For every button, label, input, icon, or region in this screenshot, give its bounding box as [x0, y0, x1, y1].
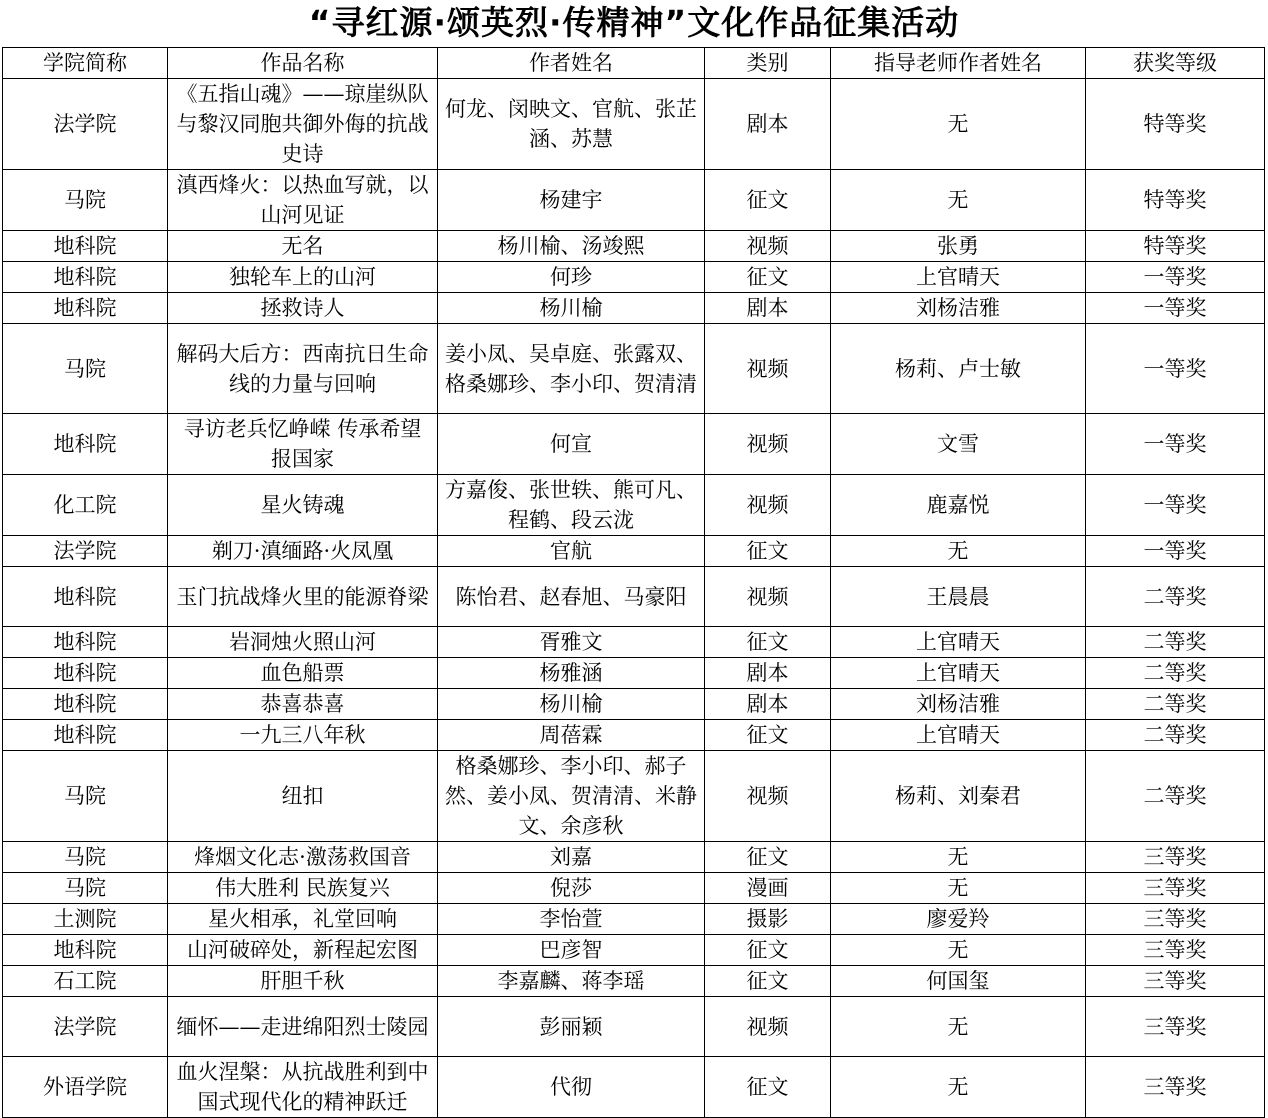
cell-award-level: 一等奖	[1086, 324, 1265, 414]
table-row	[3, 904, 1265, 935]
cell-award-level: 二等奖	[1086, 720, 1265, 751]
cell-college: 法学院	[3, 997, 168, 1057]
cell-advisor: 文雪	[831, 414, 1086, 475]
header-advisor: 指导老师作者姓名	[831, 48, 1086, 79]
cell-work-title: 星火相承，礼堂回响	[168, 904, 438, 935]
table-row	[3, 567, 1265, 627]
table-row	[3, 475, 1265, 536]
cell-work-title: 玉门抗战烽火里的能源脊梁	[168, 567, 438, 627]
cell-college: 外语学院	[3, 1057, 168, 1118]
cell-work-title: 《五指山魂》——琼崖纵队与黎汉同胞共御外侮的抗战史诗	[168, 79, 438, 170]
cell-award-level: 一等奖	[1086, 536, 1265, 567]
cell-category: 剧本	[705, 689, 831, 720]
table-row	[3, 231, 1265, 262]
cell-college: 地科院	[3, 567, 168, 627]
header-row	[3, 48, 1265, 79]
cell-work-title: 岩洞烛火照山河	[168, 627, 438, 658]
cell-work-title: 星火铸魂	[168, 475, 438, 536]
table-row	[3, 997, 1265, 1057]
awards-table	[2, 47, 1265, 1118]
cell-advisor: 杨莉、刘秦君	[831, 751, 1086, 842]
cell-award-level: 特等奖	[1086, 170, 1265, 231]
table-row	[3, 751, 1265, 842]
cell-author-names: 杨雅涵	[438, 658, 705, 689]
cell-award-level: 一等奖	[1086, 262, 1265, 293]
cell-advisor: 杨莉、卢士敏	[831, 324, 1086, 414]
cell-work-title: 寻访老兵忆峥嵘 传承希望报国家	[168, 414, 438, 475]
header-work-title: 作品名称	[168, 48, 438, 79]
cell-work-title: 山河破碎处，新程起宏图	[168, 935, 438, 966]
cell-college: 马院	[3, 170, 168, 231]
cell-category: 剧本	[705, 293, 831, 324]
cell-category: 漫画	[705, 873, 831, 904]
header-category: 类别	[705, 48, 831, 79]
cell-college: 马院	[3, 842, 168, 873]
table-body	[3, 79, 1265, 1118]
cell-category: 征文	[705, 1057, 831, 1118]
table-row	[3, 935, 1265, 966]
cell-award-level: 二等奖	[1086, 627, 1265, 658]
cell-author-names: 何宣	[438, 414, 705, 475]
table-row	[3, 536, 1265, 567]
sheet-title: “寻红源·颂英烈·传精神”文化作品征集活动	[308, 3, 960, 42]
cell-college: 地科院	[3, 262, 168, 293]
cell-category: 视频	[705, 997, 831, 1057]
table-row	[3, 79, 1265, 170]
header-award-level: 获奖等级	[1086, 48, 1265, 79]
cell-work-title: 无名	[168, 231, 438, 262]
cell-author-names: 何珍	[438, 262, 705, 293]
cell-author-names: 刘嘉	[438, 842, 705, 873]
cell-author-names: 格桑娜珍、李小印、郝子然、姜小凤、贺清清、米静文、余彦秋	[438, 751, 705, 842]
cell-category: 征文	[705, 627, 831, 658]
cell-author-names: 方嘉俊、张世轶、熊可凡、程鹤、段云泷	[438, 475, 705, 536]
cell-category: 视频	[705, 231, 831, 262]
cell-author-names: 杨川榆	[438, 689, 705, 720]
table-row	[3, 1057, 1265, 1118]
cell-college: 法学院	[3, 79, 168, 170]
cell-author-names: 胥雅文	[438, 627, 705, 658]
cell-advisor: 张勇	[831, 231, 1086, 262]
cell-award-level: 特等奖	[1086, 79, 1265, 170]
table-row	[3, 170, 1265, 231]
cell-award-level: 二等奖	[1086, 658, 1265, 689]
cell-college: 化工院	[3, 475, 168, 536]
cell-college: 马院	[3, 751, 168, 842]
cell-advisor: 无	[831, 873, 1086, 904]
cell-author-names: 陈怡君、赵春旭、马豪阳	[438, 567, 705, 627]
cell-category: 征文	[705, 935, 831, 966]
cell-college: 地科院	[3, 720, 168, 751]
cell-advisor: 无	[831, 1057, 1086, 1118]
cell-college: 地科院	[3, 293, 168, 324]
cell-award-level: 一等奖	[1086, 475, 1265, 536]
header-college: 学院简称	[3, 48, 168, 79]
cell-category: 征文	[705, 262, 831, 293]
cell-author-names: 杨建宇	[438, 170, 705, 231]
cell-award-level: 二等奖	[1086, 689, 1265, 720]
cell-work-title: 滇西烽火：以热血写就，以山河见证	[168, 170, 438, 231]
cell-work-title: 解码大后方：西南抗日生命线的力量与回响	[168, 324, 438, 414]
cell-advisor: 无	[831, 79, 1086, 170]
cell-work-title: 一九三八年秋	[168, 720, 438, 751]
table-row	[3, 720, 1265, 751]
cell-advisor: 刘杨洁雅	[831, 293, 1086, 324]
cell-college: 石工院	[3, 966, 168, 997]
cell-author-names: 李怡萱	[438, 904, 705, 935]
cell-category: 征文	[705, 170, 831, 231]
cell-category: 视频	[705, 567, 831, 627]
cell-author-names: 何龙、闵映文、官航、张芷涵、苏慧	[438, 79, 705, 170]
cell-author-names: 彭丽颖	[438, 997, 705, 1057]
cell-college: 地科院	[3, 627, 168, 658]
cell-college: 法学院	[3, 536, 168, 567]
cell-advisor: 鹿嘉悦	[831, 475, 1086, 536]
header-author-names: 作者姓名	[438, 48, 705, 79]
cell-category: 视频	[705, 324, 831, 414]
cell-work-title: 血火涅槃：从抗战胜利到中国式现代化的精神跃迁	[168, 1057, 438, 1118]
cell-award-level: 三等奖	[1086, 873, 1265, 904]
cell-category: 视频	[705, 475, 831, 536]
table-row	[3, 658, 1265, 689]
cell-category: 剧本	[705, 658, 831, 689]
table-row	[3, 689, 1265, 720]
cell-college: 土测院	[3, 904, 168, 935]
cell-author-names: 杨川榆	[438, 293, 705, 324]
cell-work-title: 肝胆千秋	[168, 966, 438, 997]
table-row	[3, 966, 1265, 997]
table-row	[3, 324, 1265, 414]
cell-work-title: 独轮车上的山河	[168, 262, 438, 293]
cell-college: 地科院	[3, 689, 168, 720]
cell-advisor: 上官晴天	[831, 720, 1086, 751]
table-row	[3, 293, 1265, 324]
cell-category: 征文	[705, 842, 831, 873]
cell-advisor: 王晨晨	[831, 567, 1086, 627]
cell-advisor: 无	[831, 997, 1086, 1057]
cell-work-title: 缅怀——走进绵阳烈士陵园	[168, 997, 438, 1057]
cell-award-level: 三等奖	[1086, 1057, 1265, 1118]
cell-advisor: 刘杨洁雅	[831, 689, 1086, 720]
cell-award-level: 特等奖	[1086, 231, 1265, 262]
cell-award-level: 三等奖	[1086, 935, 1265, 966]
cell-category: 征文	[705, 536, 831, 567]
cell-author-names: 周蓓霖	[438, 720, 705, 751]
cell-author-names: 李嘉麟、蒋李瑶	[438, 966, 705, 997]
cell-work-title: 剃刀·滇缅路·火凤凰	[168, 536, 438, 567]
table-row	[3, 873, 1265, 904]
cell-award-level: 一等奖	[1086, 414, 1265, 475]
cell-category: 视频	[705, 414, 831, 475]
cell-work-title: 纽扣	[168, 751, 438, 842]
cell-advisor: 无	[831, 842, 1086, 873]
cell-advisor: 上官晴天	[831, 658, 1086, 689]
cell-work-title: 拯救诗人	[168, 293, 438, 324]
table-row	[3, 842, 1265, 873]
cell-award-level: 一等奖	[1086, 293, 1265, 324]
cell-college: 马院	[3, 324, 168, 414]
cell-work-title: 血色船票	[168, 658, 438, 689]
cell-category: 摄影	[705, 904, 831, 935]
table-row	[3, 414, 1265, 475]
cell-advisor: 无	[831, 935, 1086, 966]
cell-work-title: 烽烟文化志·激荡救国音	[168, 842, 438, 873]
cell-award-level: 三等奖	[1086, 904, 1265, 935]
cell-author-names: 官航	[438, 536, 705, 567]
cell-college: 地科院	[3, 231, 168, 262]
cell-category: 剧本	[705, 79, 831, 170]
cell-award-level: 二等奖	[1086, 751, 1265, 842]
cell-award-level: 三等奖	[1086, 997, 1265, 1057]
cell-college: 地科院	[3, 414, 168, 475]
cell-award-level: 二等奖	[1086, 567, 1265, 627]
table-row	[3, 627, 1265, 658]
cell-author-names: 姜小凤、吴卓庭、张露双、格桑娜珍、李小印、贺清清	[438, 324, 705, 414]
table-row	[3, 262, 1265, 293]
cell-author-names: 巴彦智	[438, 935, 705, 966]
cell-college: 地科院	[3, 658, 168, 689]
cell-advisor: 何国玺	[831, 966, 1086, 997]
cell-category: 征文	[705, 966, 831, 997]
cell-advisor: 上官晴天	[831, 627, 1086, 658]
cell-author-names: 代彻	[438, 1057, 705, 1118]
cell-college: 马院	[3, 873, 168, 904]
cell-author-names: 倪莎	[438, 873, 705, 904]
cell-category: 征文	[705, 720, 831, 751]
cell-work-title: 恭喜恭喜	[168, 689, 438, 720]
cell-college: 地科院	[3, 935, 168, 966]
cell-work-title: 伟大胜利 民族复兴	[168, 873, 438, 904]
cell-award-level: 三等奖	[1086, 966, 1265, 997]
cell-author-names: 杨川榆、汤竣熙	[438, 231, 705, 262]
cell-award-level: 三等奖	[1086, 842, 1265, 873]
cell-advisor: 上官晴天	[831, 262, 1086, 293]
cell-advisor: 无	[831, 170, 1086, 231]
cell-category: 视频	[705, 751, 831, 842]
cell-advisor: 无	[831, 536, 1086, 567]
cell-advisor: 廖爱羚	[831, 904, 1086, 935]
